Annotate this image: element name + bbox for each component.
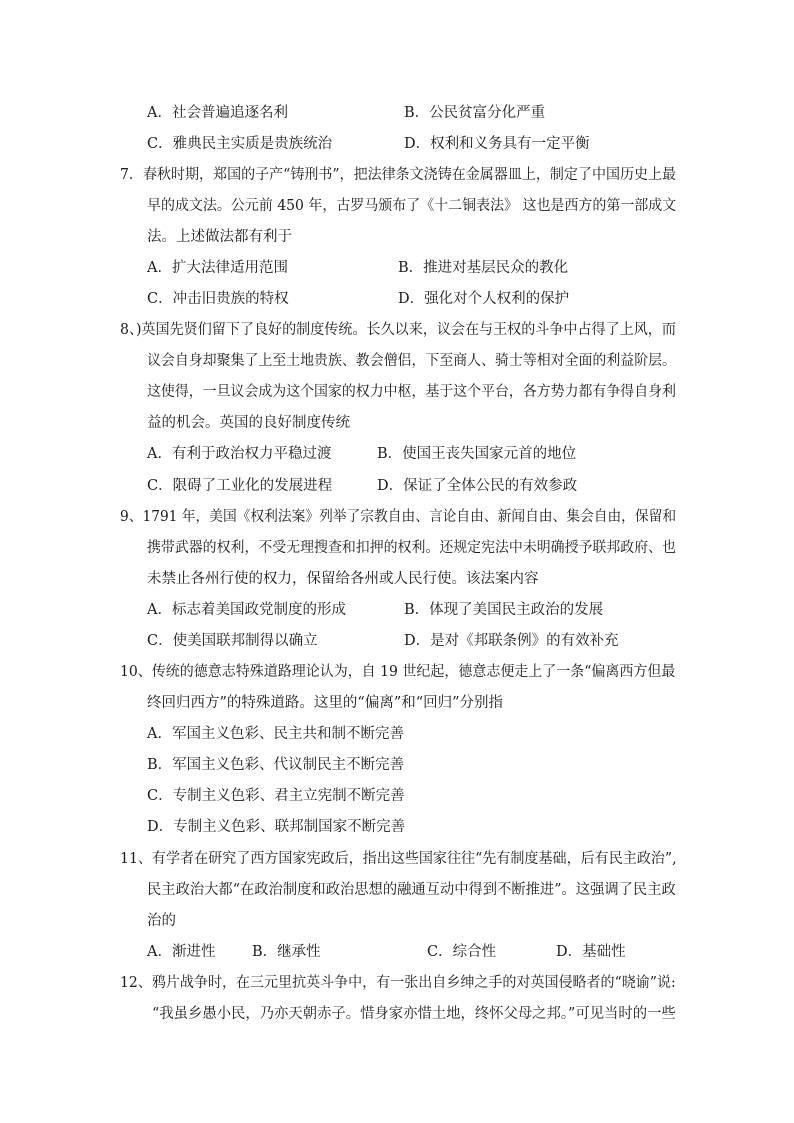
q8-option-c: C．限碍了工业化的发展进程 — [147, 478, 333, 494]
q8-option-a: A．有利于政治权力平稳过渡 — [147, 446, 332, 462]
q11-stem-line-3: 治的 — [147, 913, 176, 929]
q7-option-d: D．强化对个人权利的保护 — [398, 291, 570, 307]
q8-option-d: D．保证了全体公民的有效参政 — [377, 478, 578, 494]
q10-stem-line-1: 10、传统的德意志特殊道路理论认为，自 19 世纪起，德意志便走上了一条“偏离西方但最 — [120, 664, 676, 680]
q10-stem-line-2: 终回归西方”的特殊道路。这里的“偏离”和“回归”分别指 — [147, 695, 504, 711]
q11-option-b: B．继承性 — [252, 944, 321, 960]
q8-option-b: B．使国王丧失国家元首的地位 — [377, 446, 577, 462]
q7-option-b: B．推进对基层民众的教化 — [398, 260, 569, 276]
q11-option-c: C．综合性 — [427, 944, 497, 960]
q11-option-d: D．基础性 — [556, 944, 626, 960]
q12-stem-line-2: “我虽乡愚小民，乃亦天朝赤子。惜身家亦惜土地，终怀父母之邦。”可见当时的一些 — [152, 1006, 676, 1022]
q7-stem-line-2: 早的成文法。公元前 450 年，古罗马颁布了《十二铜表法》 这也是西方的第一部成文 — [147, 198, 677, 214]
q6-option-c: C．雅典民主实质是贵族统治 — [147, 136, 333, 152]
q11-stem-line-1: 11、有学者在研究了西方国家宪政后，指出这些国家往往“先有制度基础，后有民主政治”, — [120, 851, 677, 867]
q7-stem-line-1: 7．春秋时期，郑国的子产“铸刑书”，把法律条文浇铸在金属器皿上，制定了中国历史上最 — [120, 167, 677, 183]
q11-option-a: A．渐进性 — [147, 944, 216, 960]
q10-option-d: D．专制主义色彩、联邦制国家不断完善 — [147, 819, 406, 835]
q6-option-d: D．权利和义务具有一定平衡 — [404, 136, 590, 152]
q8-stem-line-4: 益的机会。英国的良好制度传统 — [147, 415, 350, 431]
q9-stem-line-3: 未禁止各州行使的权力，保留给各州或人民行使。该法案内容 — [147, 571, 539, 587]
q8-stem-line-1: 8、)英国先贤们留下了良好的制度传统。长久以来，议会在与王权的斗争中占得了上风，而 — [120, 322, 676, 338]
q9-option-c: C．使美国联邦制得以确立 — [147, 633, 318, 649]
q10-option-a: A．军国主义色彩、民主共和制不断完善 — [147, 726, 404, 742]
q12-stem-line-1: 12、鸦片战争时，在三元里抗英斗争中，有一张出自乡绅之手的对英国侵略者的“晓谕”说: — [120, 975, 676, 991]
q6-option-b: B．公民贫富分化严重 — [404, 105, 546, 121]
q10-option-b: B．军国主义色彩、代议制民主不断完善 — [147, 757, 405, 773]
q11-stem-line-2: 民主政治大都“在政治制度和政治思想的融通互动中得到不断推进”。这强调了民主政 — [147, 882, 676, 898]
q6-option-a: A．社会普遍追逐名利 — [147, 105, 288, 121]
q7-option-a: A．扩大法律适用范围 — [147, 260, 288, 276]
q8-stem-line-3: 这使得，一旦议会成为这个国家的权力中枢，基于这个平台，各方势力都有争得自身利 — [147, 384, 676, 400]
q9-option-d: D．是对《邦联条例》的有效补充 — [404, 633, 619, 649]
q9-stem-line-1: 9、1791 年，美国《权利法案》列举了宗教自由、言论自由、新闻自由、集会自由，保留和 — [120, 509, 677, 525]
q9-option-b: B．体现了美国民主政治的发展 — [404, 602, 604, 618]
q8-stem-line-2: 议会自身却聚集了上至土地贵族、教会僧侣，下至商人、骑士等相对全面的利益阶层。 — [147, 353, 676, 369]
q10-option-c: C．专制主义色彩、君主立宪制不断完善 — [147, 788, 405, 804]
q9-option-a: A．标志着美国政党制度的形成 — [147, 602, 346, 618]
q9-stem-line-2: 携带武器的权利，不受无理搜查和扣押的权利。还规定宪法中未明确授予联邦政府、也 — [147, 540, 676, 556]
q7-option-c: C．冲击旧贵族的特权 — [147, 291, 289, 307]
q7-stem-line-3: 法。上述做法都有利于 — [147, 229, 292, 245]
